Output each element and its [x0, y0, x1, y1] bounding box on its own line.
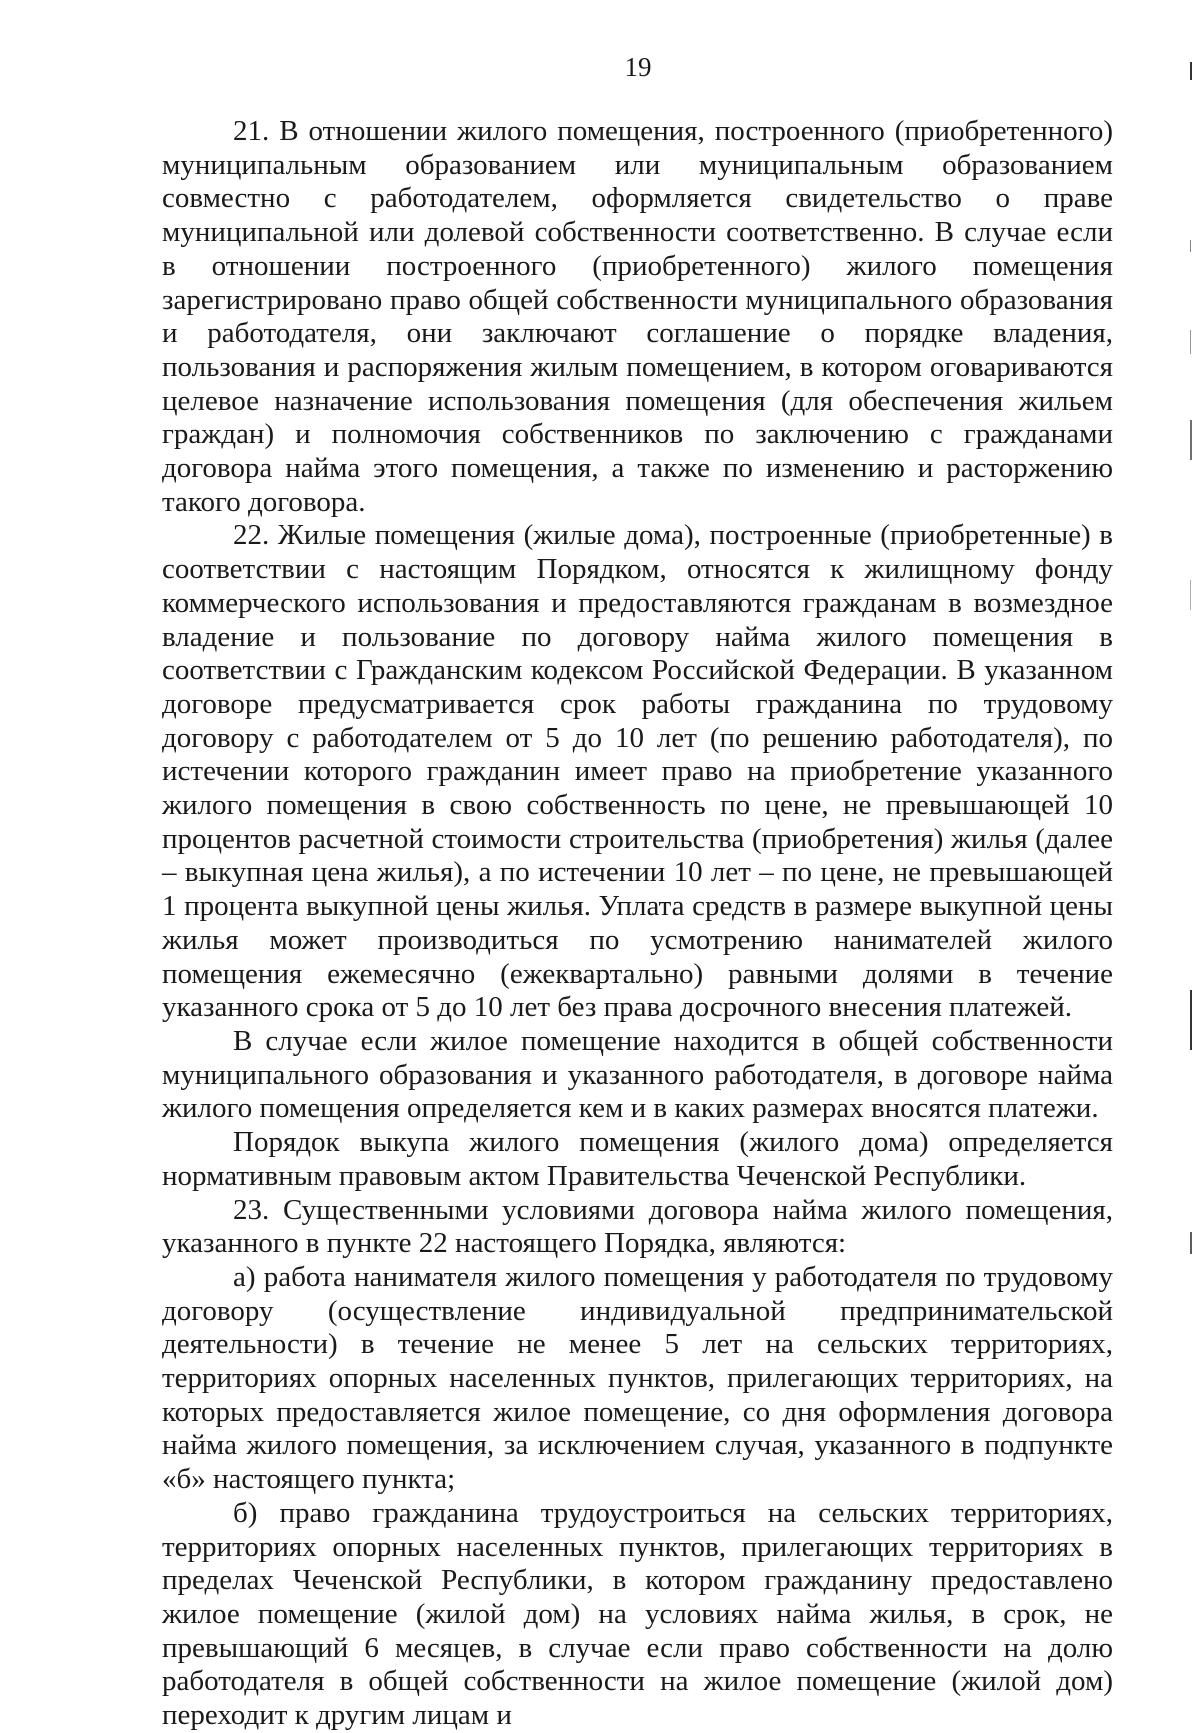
scan-edge-mark	[1190, 990, 1192, 1050]
paragraph-22: 22. Жилые помещения (жилые дома), построенные (приобретенные) в соответствии с настоящим Порядком, относятся к жилищному фонду коммерческого использования и предоставляются гражданам в возмездное владение и пользование по договору найма жилого помещения в соответствии с Гражданским кодексом Российской Федерации. В указанном договоре предусматривается срок работы гражданина по трудовому договору с работодателем от 5 до 10 лет (по решению работодателя), по истечении которого гражданин имеет право на приобретение указанного жилого помещения в свою собственность по цене, не превышающей 10 процентов расчетной стоимости строительства (приобретения) жилья (далее – выкупная цена жилья), а по истечении 10 лет – по цене, не превышающей 1 процента выкупной цены жилья. Уплата средств в размере выкупной цены жилья может производиться по усмотрению нанимателей жилого помещения ежемесячно (ежеквартально) равными долями в течение указанного срока от 5 до 10 лет без права досрочного внесения платежей.	[162, 519, 1113, 1024]
scan-edge-mark	[1190, 1232, 1192, 1254]
subparagraph-b: б) право гражданина трудоустроиться на сельских территориях, территориях опорных населенных пунктов, прилегающих территориях в пределах Чеченской Республики, в котором гражданину предоставлено жилое помещение (жилой дом) на условиях найма жилья, в срок, не превышающий 6 месяцев, в случае если право собственности на долю работодателя в общей собственности на жилое помещение (жилой дом) переходит к другим лицам и	[162, 1496, 1113, 1732]
subparagraph-a: а) работа нанимателя жилого помещения у работодателя по трудовому договору (осуществление индивидуальной предпринимательской деятельности) в течение не менее 5 лет на сельских территориях, территориях опорных населенных пунктов, прилегающих территориях, на которых предоставляется жилое помещение, со дня оформления договора найма жилого помещения, за исключением случая, указанного в подпункте «б» настоящего пункта;	[162, 1260, 1113, 1496]
scan-edge-mark	[1190, 580, 1191, 610]
scan-edge-mark	[1190, 62, 1192, 80]
scan-edge-mark	[1190, 420, 1192, 460]
document-body	[162, 115, 1113, 1733]
paragraph-buyout-procedure: Порядок выкупа жилого помещения (жилого дома) определяется нормативным правовым актом Правительства Чеченской Республики.	[162, 1126, 1113, 1192]
paragraph-21: 21. В отношении жилого помещения, построенного (приобретенного) муниципальным образованием или муниципальным образованием совместно с работодателем, оформляется свидетельство о праве муниципальной или долевой собственности соответственно. В случае если в отношении построенного (приобретенного) жилого помещения зарегистрировано право общей собственности муниципального образования и работодателя, они заключают соглашение о порядке владения, пользования и распоряжения жилым помещением, в котором оговариваются целевое назначение использования помещения (для обеспечения жильем граждан) и полномочия собственников по заключению с гражданами договора найма этого помещения, а также по изменению и расторжению такого договора.	[162, 115, 1113, 518]
scan-edge-mark	[1190, 330, 1191, 354]
paragraph-23: 23. Существенными условиями договора найма жилого помещения, указанного в пункте 22 настоящего Порядка, являются:	[162, 1193, 1113, 1260]
page-number: 19	[624, 52, 652, 82]
paragraph-shared-ownership: В случае если жилое помещение находится в общей собственности муниципального образования и указанного работодателя, в договоре найма жилого помещения определяется кем и в каких размерах вносятся платежи.	[162, 1024, 1113, 1125]
scan-edge-mark	[1190, 240, 1191, 252]
